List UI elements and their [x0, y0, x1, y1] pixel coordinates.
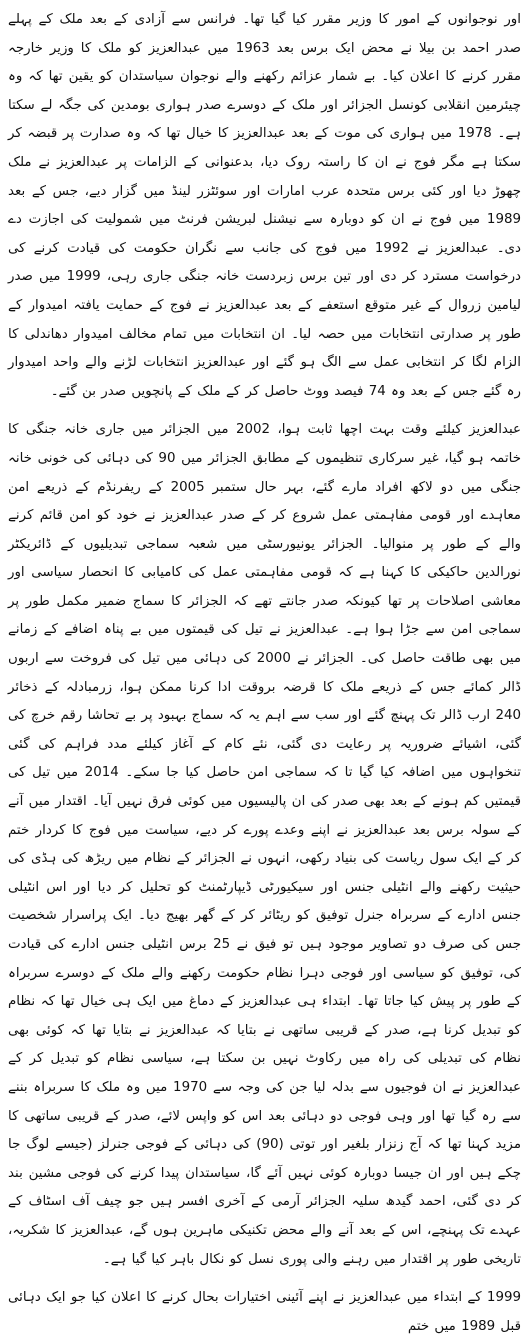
paragraph-constitutional-powers: 1999 کے ابتداء میں عبدالعزیز نے اپنے آئینی اختیارات بحال کرنے کا اعلان کیا جو ایک دہائی قبل 1989 میں ختم	[8, 1290, 521, 1334]
paragraph-presidency-reforms: عبدالعزیز کیلئے وقت بہت اچھا ثابت ہوا، 2002 میں الجزائر میں جاری خانہ جنگی کا خاتمہ ہو گیا، غیر سرکاری تنظیموں کے مطابق الجزائر میں 90 کی دہائی کی خونی خانہ جنگی میں دو لاکھ افراد مارے گئے، بہر حال ستمبر 2005 کے ریفرنڈم کے ذریعے امن معاہدے اور قومی مفاہمتی عمل شروع کر کے صدر عبدالعزیز نے خود کو امن قائم کرنے والے کے طور پر منوالیا۔ الجزائر یونیورسٹی میں شعبہ سماجی تبدیلیوں کے ڈائریکٹر نورالدین حاکیکی کا کہنا ہے کہ قومی مفاہمتی عمل کی کامیابی کا انحصار سیاسی اور معاشی اصلاحات پر تھا کیونکہ صدر جانتے تھے کہ الجزائر کا سماج ضمیر مکمل طور پر سماجی امن سے جڑا ہوا ہے۔ عبدالعزیز نے تیل کی قیمتوں میں بے پناہ اضافے کے زمانے میں بھی طاقت حاصل کی۔ الجزائر نے 2000 کی دہائی میں تیل کی فروخت سے اربوں ڈالر کمائے جس کے ذریعے ملک کا قرضہ بروقت ادا کرنا ممکن ہوا، زرمبادلہ کے ذخائر 240 ارب ڈالر تک پہنچ گئے اور سب سے اہم یہ کہ سماج بہبود پر بے تحاشا رقم خرچ کی گئی، اشیائے ضروریہ پر رعایت دی گئی، نئے کام کے آغاز کیلئے مدد فراہم کی گئی تنخواہوں میں اضافہ کیا گیا تا کہ سماجی امن حاصل کیا جا سکے۔ 2014 میں تیل کی قیمتیں کم ہونے کے بعد بھی صدر کی ان پالیسیوں میں کوئی فرق نہیں آیا۔ اقتدار میں آنے کے سولہ برس بعد عبدالعزیز نے اپنے وعدے پورے کر دیے، سیاست میں فوج کا کردار ختم کر کے ایک سول ریاست کی بنیاد رکھی، انہوں نے الجزائر کے نظام میں ریڑھ کی ہڈی کی حیثیت رکھنے والے انٹیلی جنس اور سیکیورٹی ڈیپارٹمنٹ کو تحلیل کر دیا اور اس انٹیلی جنس ادارے کے سربراہ جنرل توفیق کو ریٹائر کر کے گھر بھیج دیا۔ ایک پراسرار شخصیت جس کی صرف دو تصاویر موجود ہیں تو فیق نے 25 برس انٹیلی جنس ادارے کی قیادت کی، توفیق کو سیاسی اور فوجی دہرا نظام حکومت رکھنے والے ملک کے دوسرے سربراہ کے طور پر پیش کیا جاتا تھا۔ ابتداء ہی عبدالعزیز کے دماغ میں ایک ہی خیال تھا کہ نظام کو تبدیل کرنا ہے، صدر کے قریبی ساتھی نے بتایا کہ عبدالعزیز نے بتایا تھا کہ کوئی بھی نظام کی تبدیلی کی راہ میں رکاوٹ نہیں بن سکتا ہے، سیاسی نظام کو تبدیل کر کے عبدالعزیز نے ان فوجیوں سے بدلہ لیا جن کی وجہ سے 1970 میں وہ ملک کا سربراہ بننے سے رہ گیا تھا اور وہی فوجی دو دہائی بعد اس کو واپس لائے، صدر کے قریبی ساتھی کا مزید کہنا تھا کہ آج زنزار بلغیر اور توتی (90) کی دہائی کے فوجی جنرلز (جیسے لوگ جا چکے ہیں اور ان جیسا دوبارہ کوئی نہیں آئے گا، سیاستدان پیدا کرنے کی فوجی مشین بند کر دی گئی، احمد گیدھ سلیہ الجزائر آرمی کے آخری افسر ہیں جو چیف آف اسٹاف کے عہدے تک پہنچے، اس کے بعد آنے والے محض تکنیکی ماہرین ہوں گے، عبدالعزیز کا شکریہ، تاریخی طور پر اقتدار میں رہنے والی پوری نسل کو نکال باہر کیا گیا ہے۔	[8, 422, 522, 1267]
paragraph-bouteflika-early-career: اور نوجوانوں کے امور کا وزیر مقرر کیا گیا تھا۔ فرانس سے آزادی کے بعد ملک کے پہلے صدر احمد بن بیلا نے محض ایک برس بعد 1963 میں عبدالعزیز کو ملک کا وزیر خارجہ مقرر کرنے کا اعلان کیا۔ بے شمار عزائم رکھنے والے نوجوان سیاستدان کو یقین تھا کہ وہ چیئرمین انقلابی کونسل الجزائر اور ملک کے دوسرے صدر ہواری بومدین کی جگہ لے سکتا ہے۔ 1978 میں ہواری کی موت کے بعد عبدالعزیز کا خیال تھا کہ وہ صدارت پر قبضہ کر سکتا ہے مگر فوج نے ان کا راستہ روک دیا، بدعنوانی کے الزامات پر عبدالعزیز نے ملک چھوڑ دیا اور کئی برس متحدہ عرب امارات اور سوئٹزر لینڈ میں گزار دیے، جس کے بعد 1989 میں فوج نے ان کو دوبارہ سے نیشنل لبریشن فرنٹ میں شمولیت کی اجازت دے دی۔ عبدالعزیز نے 1992 میں فوج کی جانب سے نگران حکومت کی قیادت کرنے کی درخواست مسترد کر دی اور تین برس زبردست خانہ جنگی جاری رہی، 1999 میں صدر لیامین زروال کے غیر متوقع استعفے کے بعد عبدالعزیز نے فوج کے حمایت یافتہ امیدوار کے طور پر صدارتی انتخابات میں حصہ لیا۔ ان انتخابات میں تمام مخالف امیدوار دھاندلی کا الزام لگا کر انتخابی عمل سے الگ ہو گئے اور عبدالعزیز انتخابات لڑنے والے واحد امیدوار رہ گئے جس کے بعد وہ 74 فیصد ووٹ حاصل کر کے ملک کے پانچویں صدر بن گئے۔	[8, 12, 522, 399]
